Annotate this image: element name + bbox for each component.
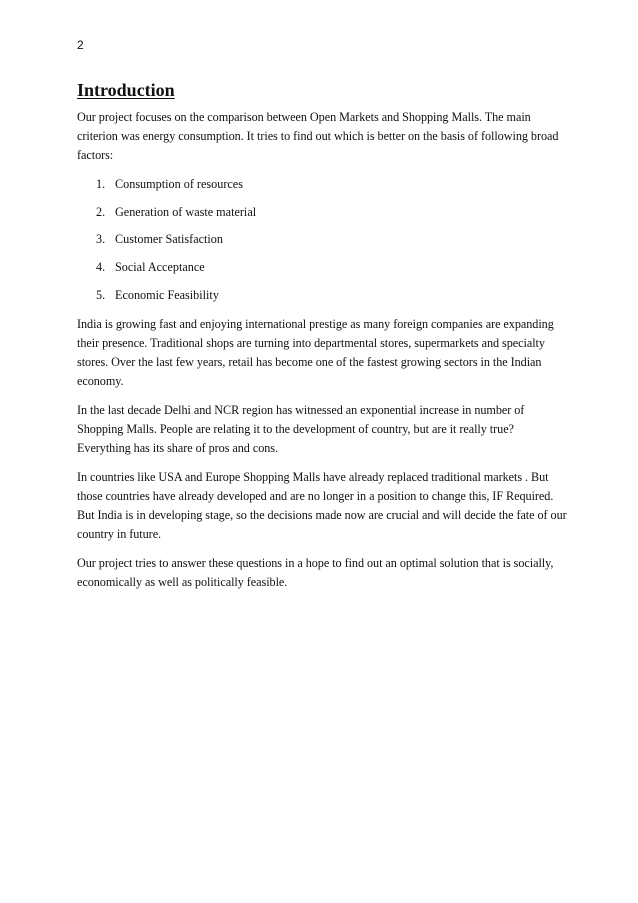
page-number: 2: [77, 38, 84, 52]
factor-number: 1.: [96, 177, 106, 191]
factor-item: [77, 175, 567, 194]
factor-number: 3.: [96, 232, 106, 247]
intro-paragraph: Our project focuses on the comparison between Open Markets and Shopping Malls. The main criterion was energy consumption. It tries to find out which is better on the basis of following broad factors:: [77, 110, 559, 162]
section-heading: Introduction: [77, 80, 175, 100]
factor-label: Social Acceptance: [115, 260, 205, 275]
factor-item: [77, 258, 567, 277]
factor-number: 2.: [96, 204, 106, 219]
factor-number: 4.: [96, 260, 106, 275]
page-content: [77, 78, 567, 602]
factor-item: [77, 286, 567, 305]
factor-label: Customer Satisfaction: [115, 232, 223, 247]
factor-number: 5.: [96, 287, 106, 302]
factor-item: [77, 203, 567, 222]
body-paragraph: India is growing fast and enjoying international prestige as many foreign companies are expanding their presence. Traditional shops are turning into departmental stores, supermarkets and specialty stores. Over the last few years, retail has become one of the fastest growing sectors in the Indian economy.: [77, 316, 554, 388]
factor-item: [77, 230, 567, 249]
factor-list: [77, 175, 567, 305]
body-paragraph: Our project tries to answer these questions in a hope to find out an optimal solution that is socially, economically as well as politically feasible.: [77, 555, 554, 589]
factor-label: Economic Feasibility: [115, 287, 219, 302]
factor-label: Generation of waste material: [115, 204, 257, 219]
body-paragraph: In countries like USA and Europe Shopping Malls have already replaced traditional markets . But those countries have already developed and are no longer in a position to change this, IF Required. But India is in developing stage, so the decisions made now are crucial and will decide the fate of our country in future.: [77, 469, 567, 541]
body-paragraph: In the last decade Delhi and NCR region has witnessed an exponential increase in number of Shopping Malls. People are relating it to the development of country, but are it really true? Everything has its share of pros and cons.: [77, 402, 525, 455]
factor-label: Consumption of resources: [115, 177, 243, 191]
